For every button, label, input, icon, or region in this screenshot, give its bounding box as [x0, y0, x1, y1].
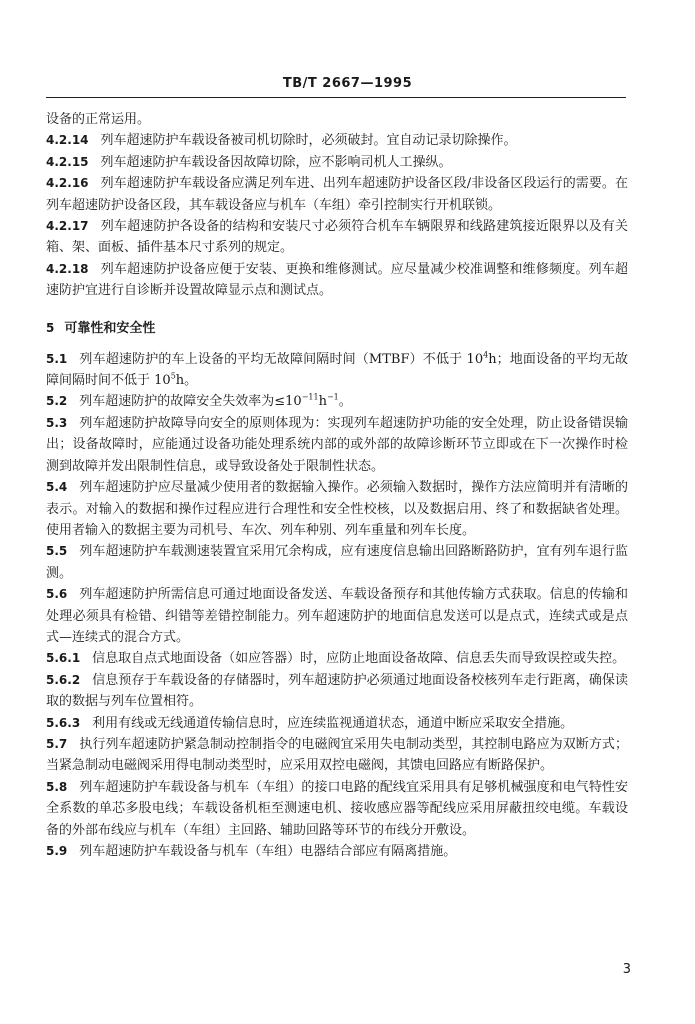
clause-number: 5.1	[46, 351, 68, 366]
header-divider	[46, 97, 626, 98]
clause-number: 4.2.18	[46, 261, 89, 276]
clause-number: 5.8	[46, 779, 68, 794]
clause-text: 列车超速防护所需信息可通过地面设备发送、车载设备预存和其他传输方式获取。信息的传输和处理必须具有检错、纠错等差错控制能力。列车超速防护的地面信息发送可以是点式，连续式或是点式—连续式的混合方式。	[46, 587, 628, 645]
clause-number: 5.4	[46, 480, 68, 495]
clause-number: 5.6	[46, 587, 68, 602]
clause-5-1	[46, 349, 628, 392]
exponent: −11	[301, 393, 319, 403]
clause-number: 5.9	[46, 844, 68, 858]
clause-text: h。	[175, 373, 198, 389]
clause-text: 信息预存于车载设备的存储器时，列车超速防护必须通过地面设备校核列车走行距离，确保读取的数据与列车位置相符。	[46, 672, 628, 710]
clause-4-2-18	[46, 259, 628, 302]
clause-number: 5.3	[46, 415, 68, 430]
clause-5-5	[46, 541, 628, 584]
clause-number: 5.6.3	[46, 715, 81, 730]
clause-5-4	[46, 477, 628, 541]
clause-number: 4.2.15	[46, 154, 89, 169]
clauses-5	[46, 413, 628, 863]
clause-text: 。	[338, 394, 352, 410]
exponent: 5	[170, 371, 176, 381]
clause-text: 利用有线或无线通道传输信息时，应连续监视通道状态，通道中断应采取安全措施。	[92, 715, 574, 731]
clause-number: 4.2.14	[46, 133, 89, 148]
clause-text: 列车超速防护车载设备应满足列车进、出列车超速防护设备区段/非设备区段运行的需要。在列车超速防护设备区段，其车载设备应与机车（车组）牵引控制实行开机联锁。	[46, 176, 628, 213]
clause-5-3	[46, 413, 628, 477]
clause-text: 列车超速防护故障导向安全的原则体现为：实现列车超速防护功能的安全处理，防止设备错误输出；设备故障时，应能通过设备功能处理系统内部的或外部的故障诊断环节立即或在下一次操作时检测到故障并发出限制性信息，或导致设备处于限制性状态。	[46, 415, 628, 474]
clause-5-2	[46, 391, 628, 412]
page-number: 3	[622, 962, 631, 977]
clause-text: 列车超速防护应尽量减少使用者的数据输入操作。必须输入数据时，操作方法应简明并有清晰的表示。对输入的数据和操作过程应进行合理性和安全性校核，以及数据启用、终了和数据缺省处理。使用者输入的数据主要为司机号、车次、列车种别、列车重量和列车长度。	[46, 480, 628, 538]
continued-text: 设备的正常运用。	[46, 112, 151, 127]
clause-number: 4.2.17	[46, 219, 89, 234]
clause-number: 5.2	[46, 394, 68, 409]
clause-5-6-1	[46, 648, 628, 669]
clause-text: 列车超速防护车载设备与机车（车组）的接口电路的配线宜采用具有足够机械强度和电气特性安全系数的单芯多股电线；车载设备机柜至测速电机、接收感应器等配线应采用屏蔽扭绞电缆。车载设备的外部布线应与机车（车组）主回路、辅助回路等环节的布线分开敷设。	[46, 779, 628, 838]
standard-code-header: TB/T 2667—1995	[282, 76, 413, 91]
clause-text: 列车超速防护的车上设备的平均无故障间隔时间（MTBF）不低于 10	[79, 351, 484, 367]
clause-text: 执行列车超速防护紧急制动控制指令的电磁阀宜采用失电制动类型，其控制电路应为双断方式；当紧急制动电磁阀采用得电制动类型时，应采用双控电磁阀，其馈电回路应有断路保护。	[46, 736, 628, 774]
clause-text: 列车超速防护车载测速装置宜采用冗余构成，应有速度信息输出回路断路防护，宜有列车退行监测。	[46, 544, 628, 581]
clause-text: 列车超速防护设备应便于安装、更换和维修测试。应尽量减少校准调整和维修频度。列车超速防护宜进行自诊断并设置故障显示点和测试点。	[46, 261, 628, 299]
clause-5-9	[46, 841, 628, 862]
section-title: 可靠性和安全性	[64, 320, 156, 336]
clause-5-8	[46, 777, 628, 841]
section-number: 5	[46, 320, 55, 335]
document-body	[46, 109, 628, 862]
clause-text: h；地面设备的平均无故障间隔时间不低于 10	[46, 351, 629, 389]
clause-text: 列车超速防护车载设备被司机切除时，必须破封。宜自动记录切除操作。	[100, 133, 517, 149]
clause-number: 5.6.1	[46, 651, 81, 666]
clause-text: 信息取自点式地面设备（如应答器）时，应防止地面设备故障、信息丢失而导致误控或失控。	[92, 651, 626, 667]
clause-text: 列车超速防护车载设备因故障切除，应不影响司机人工操纵。	[100, 154, 452, 170]
clause-5-6-3	[46, 713, 628, 734]
clause-text: h	[318, 394, 327, 410]
clause-number: 4.2.16	[46, 176, 89, 191]
clause-4-2-16	[46, 173, 628, 216]
clause-5-6-2	[46, 670, 628, 713]
clause-text: 列车超速防护各设备的结构和安装尺寸必须符合机车车辆限界和线路建筑接近限界以及有关箱、架、面板、插件基本尺寸系列的规定。	[46, 219, 628, 256]
clause-4-2-14	[46, 130, 628, 151]
clause-5-6	[46, 584, 628, 648]
clause-number: 5.6.2	[46, 672, 81, 687]
clause-number: 5.7	[46, 736, 68, 751]
exponent: 4	[483, 350, 489, 360]
clauses-4-2	[46, 130, 628, 301]
clause-number: 5.5	[46, 544, 68, 559]
clause-text: 列车超速防护车载设备与机车（车组）电器结合部应有隔离措施。	[79, 844, 457, 859]
clause-text: 列车超速防护的故障安全失效率为≤10	[79, 394, 302, 410]
section-heading	[46, 318, 628, 339]
exponent: −1	[326, 393, 339, 403]
clause-5-7	[46, 734, 628, 777]
clause-4-2-15	[46, 152, 628, 173]
clause-4-2-17	[46, 216, 628, 259]
